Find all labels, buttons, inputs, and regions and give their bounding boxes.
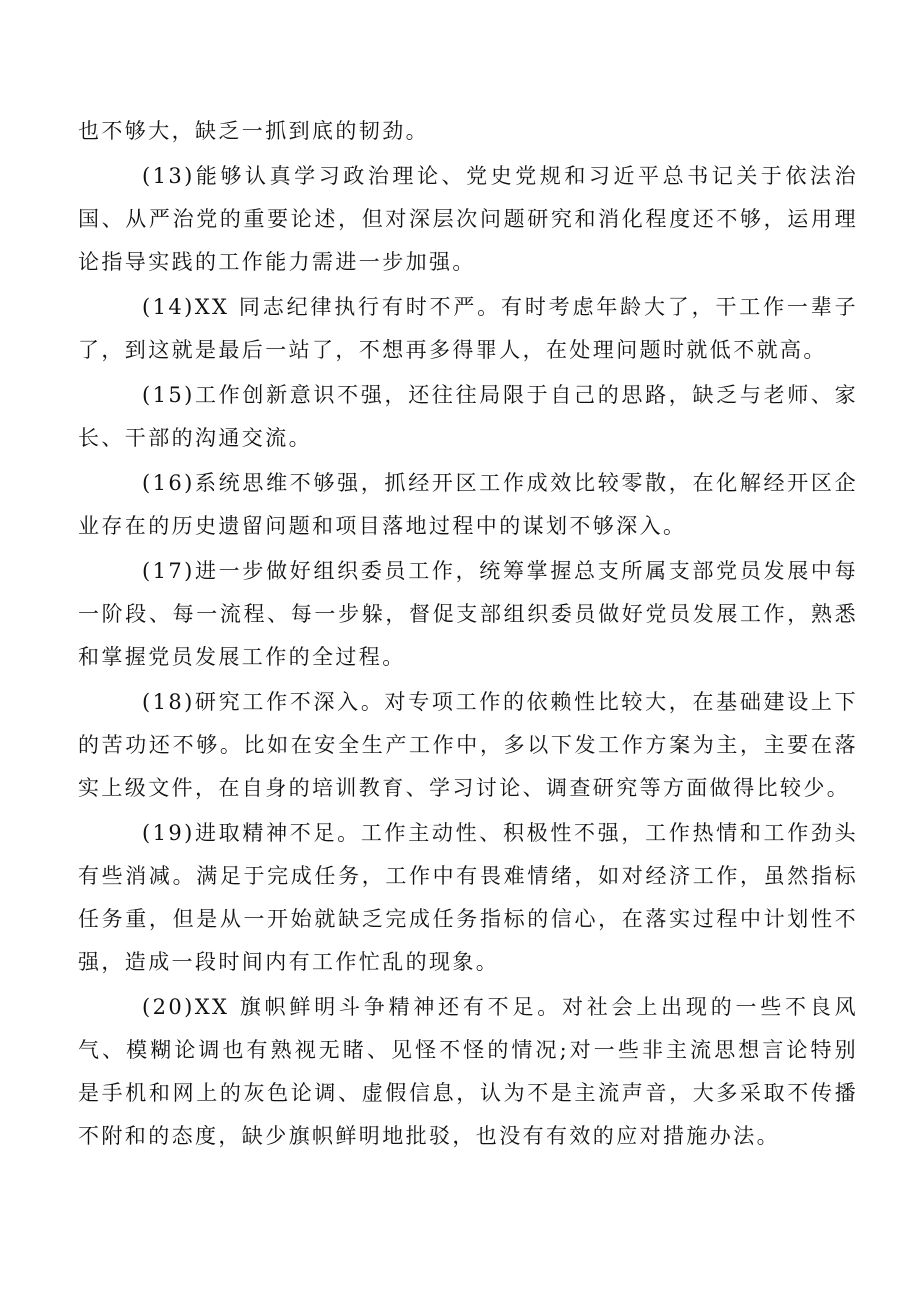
paragraph-item-19: (19)进取精神不足。工作主动性、积极性不强，工作热情和工作劲头有些消减。满足于完成任务，工作中有畏难情绪，如对经济工作，虽然指标任务重，但是从一开始就缺乏完成任务指标的信心，在落实过程中计划性不强，造成一段时间内有工作忙乱的现象。 bbox=[78, 821, 858, 974]
document-body bbox=[78, 110, 858, 1158]
paragraph-item-17: (17)进一步做好组织委员工作，统筹掌握总支所属支部党员发展中每一阶段、每一流程、每一步躲，督促支部组织委员做好党员发展工作，熟悉和掌握党员发展工作的全过程。 bbox=[78, 559, 858, 669]
paragraph-item-15: (15)工作创新意识不强，还往往局限于自己的思路，缺乏与老师、家长、干部的沟通交流。 bbox=[78, 383, 858, 450]
paragraph-item-20: (20)XX 旗帜鲜明斗争精神还有不足。对社会上出现的一些不良风气、模糊论调也有熟视无睹、见怪不怪的情况;对一些非主流思想言论特别是手机和网上的灰色论调、虚假信息，认为不是主流声音，大多采取不传播不附和的态度，缺少旗帜鲜明地批驳，也没有有效的应对措施办法。 bbox=[78, 995, 858, 1148]
paragraph-item-18: (18)研究工作不深入。对专项工作的依赖性比较大，在基础建设上下的苦功还不够。比如在安全生产工作中，多以下发工作方案为主，主要在落实上级文件，在自身的培训教育、学习讨论、调查研究等方面做得比较少。 bbox=[78, 690, 858, 800]
paragraph-item-16: (16)系统思维不够强，抓经开区工作成效比较零散，在化解经开区企业存在的历史遗留问题和项目落地过程中的谋划不够深入。 bbox=[78, 471, 858, 538]
paragraph-item-13: (13)能够认真学习政治理论、党史党规和习近平总书记关于依法治国、从严治党的重要论述，但对深层次问题研究和消化程度还不够，运用理论指导实践的工作能力需进一步加强。 bbox=[78, 164, 858, 274]
paragraph-item-14: (14)XX 同志纪律执行有时不严。有时考虑年龄大了，干工作一辈子了，到这就是最后一站了，不想再多得罪人，在处理问题时就低不就高。 bbox=[78, 295, 858, 362]
paragraph-continuation: 也不够大，缺乏一抓到底的韧劲。 bbox=[78, 119, 429, 143]
